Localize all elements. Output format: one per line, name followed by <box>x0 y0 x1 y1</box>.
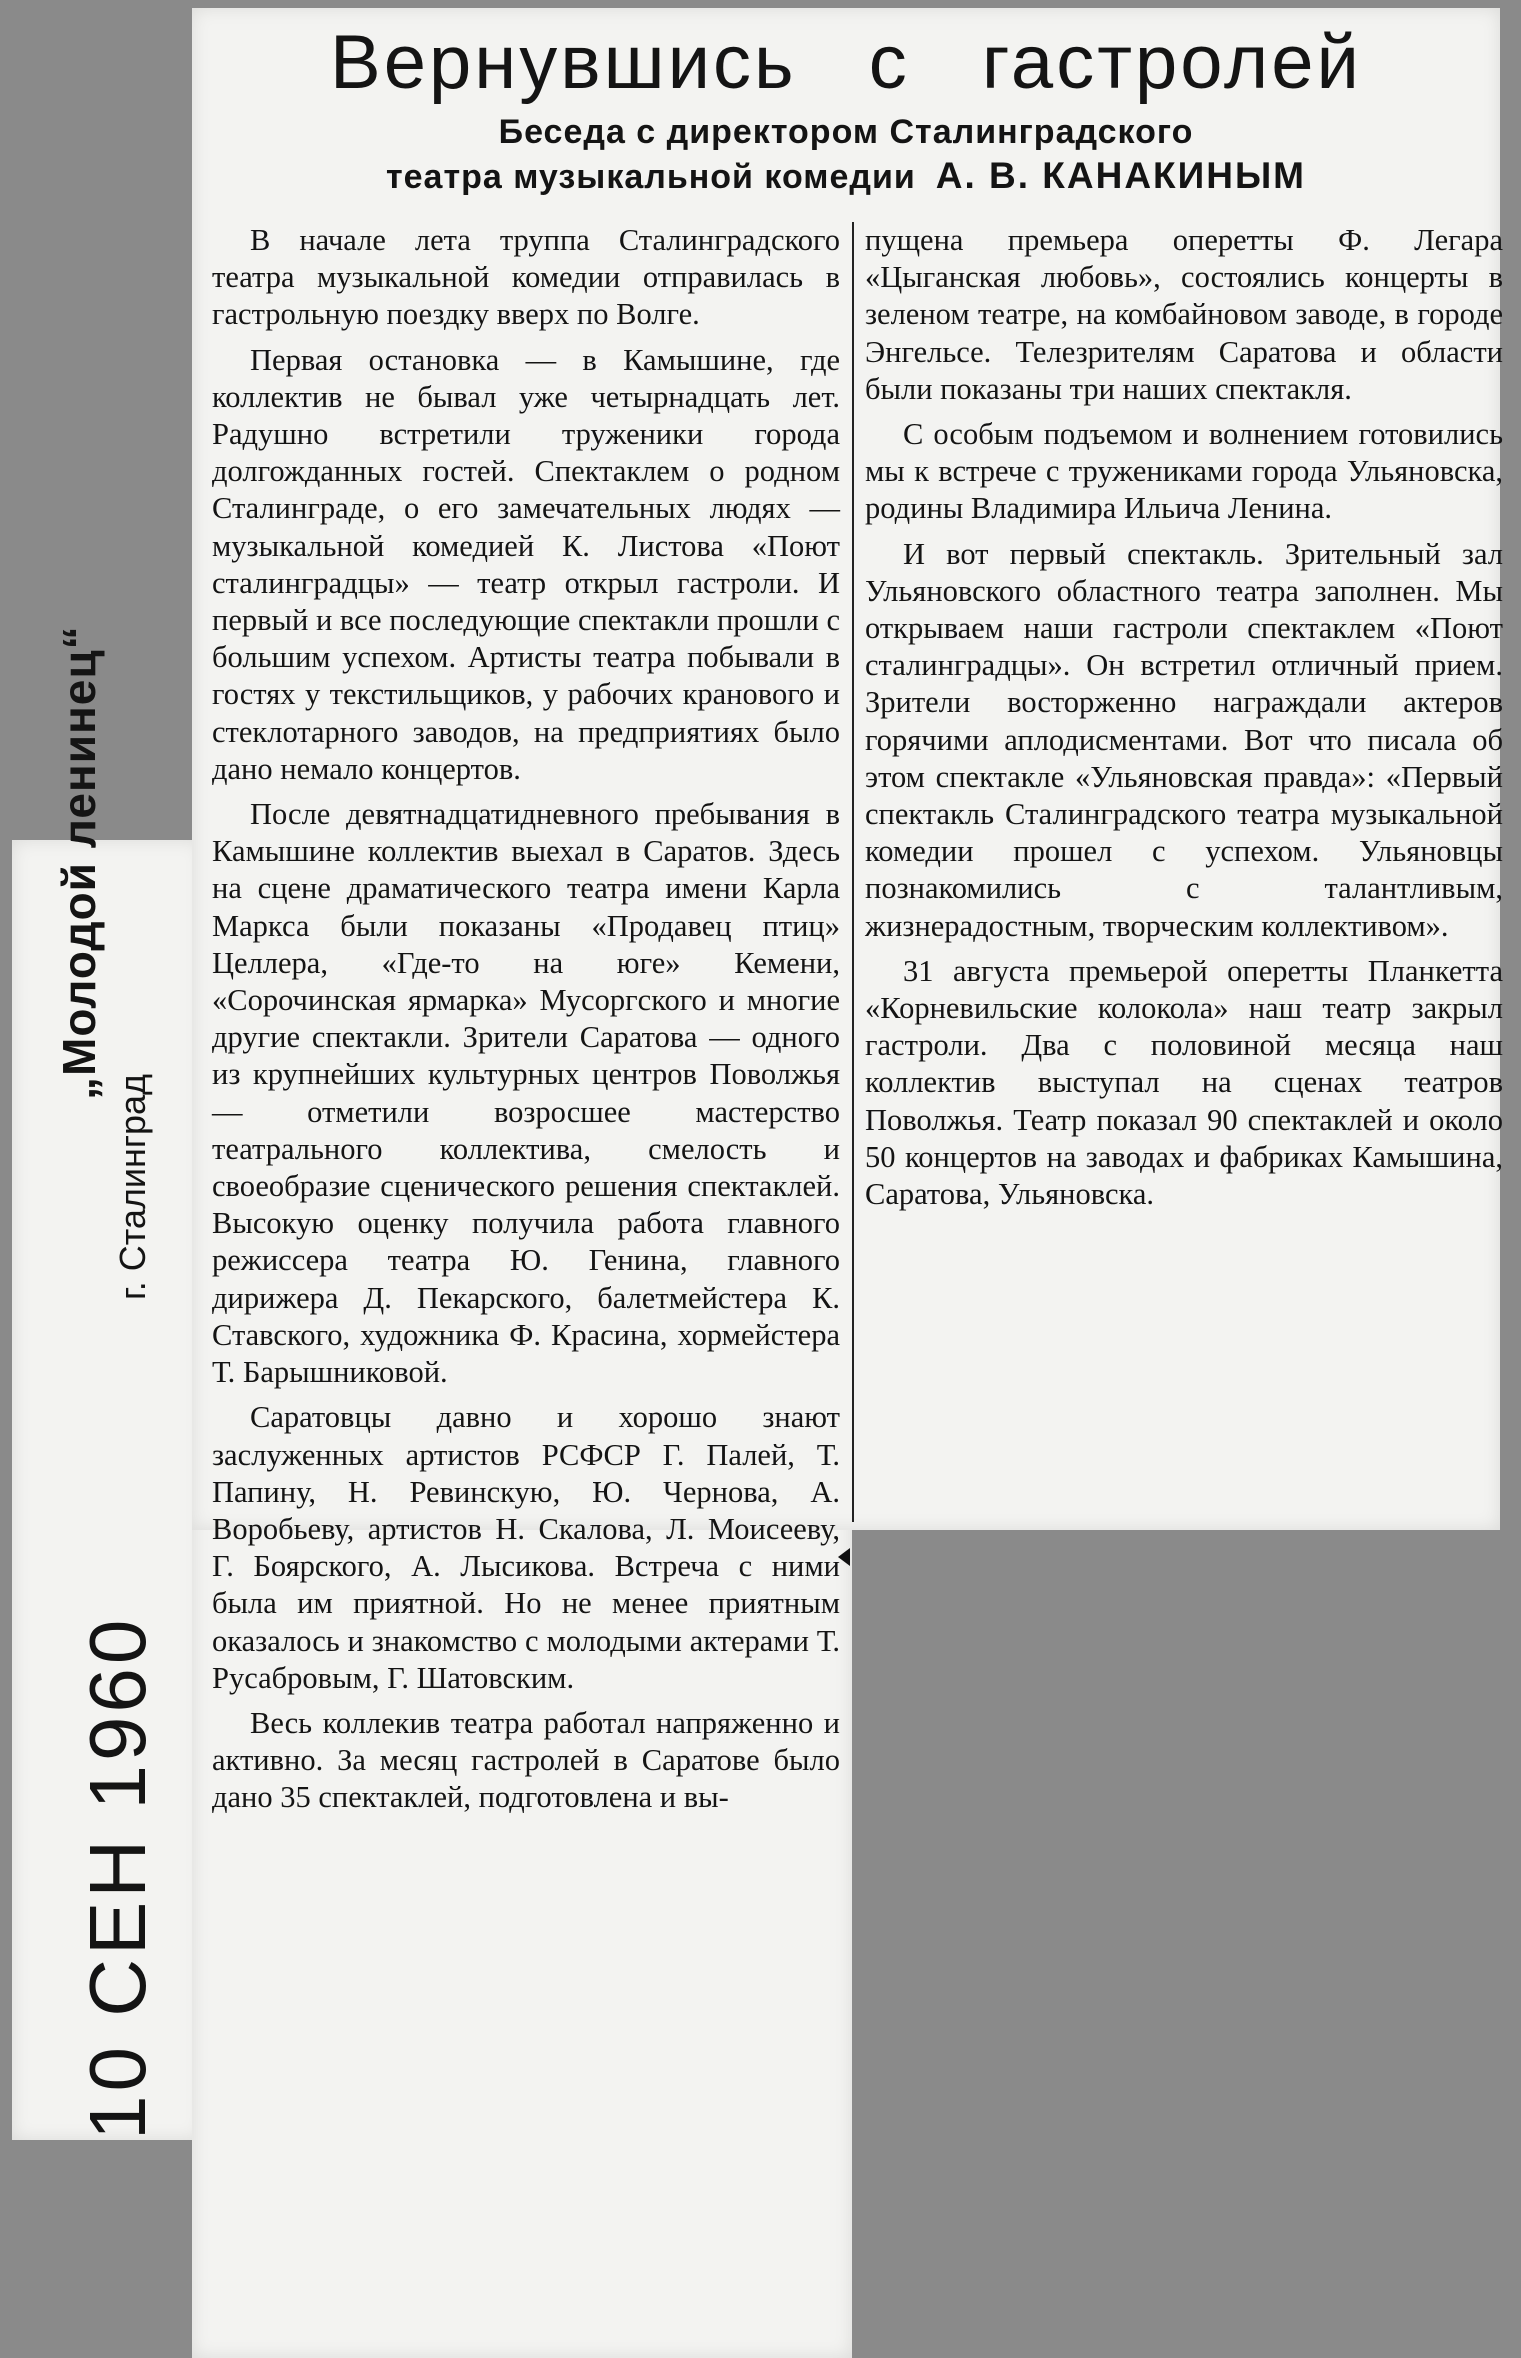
interviewee-name: А. В. КАНАКИНЫМ <box>935 155 1306 196</box>
stamp-date: 10 СЕН 1960 <box>73 1615 162 2140</box>
paragraph: пущена премьера оперетты Ф. Легара «Цыганская любовь», состоялись концерты в зеленом театре, на комбайновом заводе, в городе Энгельсе. Телезрителям Саратова и области были показаны три наших спектакля. <box>865 223 1503 406</box>
article-column-1 <box>212 222 840 1825</box>
article-headline: Вернувшись с гастролей <box>330 20 1362 105</box>
paragraph: И вот первый спектакль. Зрительный зал Ульяновского областного театра заполнен. Мы открываем наши гастроли спектаклем «Поют сталинградцы». Он встретил отличный прием. Зрители восторженно награждали актеров горячими аплодисментами. Вот что писала об этом спектакле «Ульяновская правда»: «Первый спектакль Сталинградского театра музыкальной комедии прошел с успехом. Ульяновцы познакомились с талантливым, жизнерадостным, творческим коллективом». <box>865 536 1503 943</box>
paragraph: Весь коллекив театра работал напряженно и активно. За месяц гастролей в Саратове было дано 35 спектаклей, подготовлена и вы- <box>212 1705 840 1815</box>
subheadline-line1: Беседа с директором Сталинградского <box>498 113 1194 151</box>
paragraph: После девятнадцатидневного пребывания в Камышине коллектив выехал в Саратов. Здесь на сцене драматического театра имени Карла Маркса были показаны «Продавец птиц» Целлера, «Где-то на юге» Кемени, «Сорочинская ярмарка» Мусоргского и многие другие спектакли. Зрители Саратова — одного из крупнейших культурных центров Поволжья — отметили возросшее мастерство театрального коллектива, смелость и своеобразие сценического решения спектаклей. Высокую оценку получила работа главного режиссера театра Ю. Генина, главного дирижера Д. Пекарского, балетмейстера К. Ставского, художника Ф. Красина, хормейстера Т. Барышниковой. <box>212 797 840 1390</box>
paragraph: С особым подъемом и волнением готовились мы к встрече с тружениками города Ульяновска, родины Владимира Ильича Ленина. <box>865 417 1503 526</box>
column-divider <box>852 222 854 1522</box>
article-subheadline <box>192 110 1500 199</box>
stamp-publication: „Молодой ленинец“ <box>53 625 105 1100</box>
margin-mark <box>838 1548 850 1566</box>
article-column-2 <box>865 222 1503 1221</box>
stamp-city: г. Сталинград <box>112 1073 153 1300</box>
subheadline-line2-text: театра музыкальной комедии <box>385 158 916 196</box>
subheadline-line2 <box>192 154 1500 199</box>
paragraph: Первая остановка — в Камышине, где коллектив не бывал уже четырнадцать лет. Радушно встретили труженики города долгожданных гостей. Спектаклем о родном Сталинграде, о его замечательных людях — музыкальной комедией К. Листова «Поют сталинградцы» — театр открыл гастроли. И первый и все последующие спектакли прошли с большим успехом. Артисты театра побывали в гостях у текстильщиков, у рабочих кранового и стеклотарного заводов, на предприятиях было дано немало концертов. <box>212 342 840 786</box>
paragraph: Саратовцы давно и хорошо знают заслуженных артистов РСФСР Г. Палей, Т. Папину, Н. Ревинскую, Ю. Чернова, А. Воробьеву, артистов Н. Скалова, Л. Моисееву, Г. Боярского, А. Лысикова. Встреча с ними была им приятной. Но не менее приятным оказалось и знакомство с молодыми актерами Т. Русабровым, Г. Шатовским. <box>212 1400 840 1695</box>
paragraph: 31 августа премьерой оперетты Планкетта «Корневильские колокола» наш театр закрыл гастроли. Два с половиной месяца наш коллектив выступал на сценах театров Поволжья. Театр показал 90 спектаклей и около 50 концертов на заводах и фабриках Камышина, Саратова, Ульяновска. <box>865 953 1503 1212</box>
paragraph: В начале лета труппа Сталинградского театра музыкальной комедии отправилась в гастрольную поездку вверх по Волге. <box>212 223 840 332</box>
